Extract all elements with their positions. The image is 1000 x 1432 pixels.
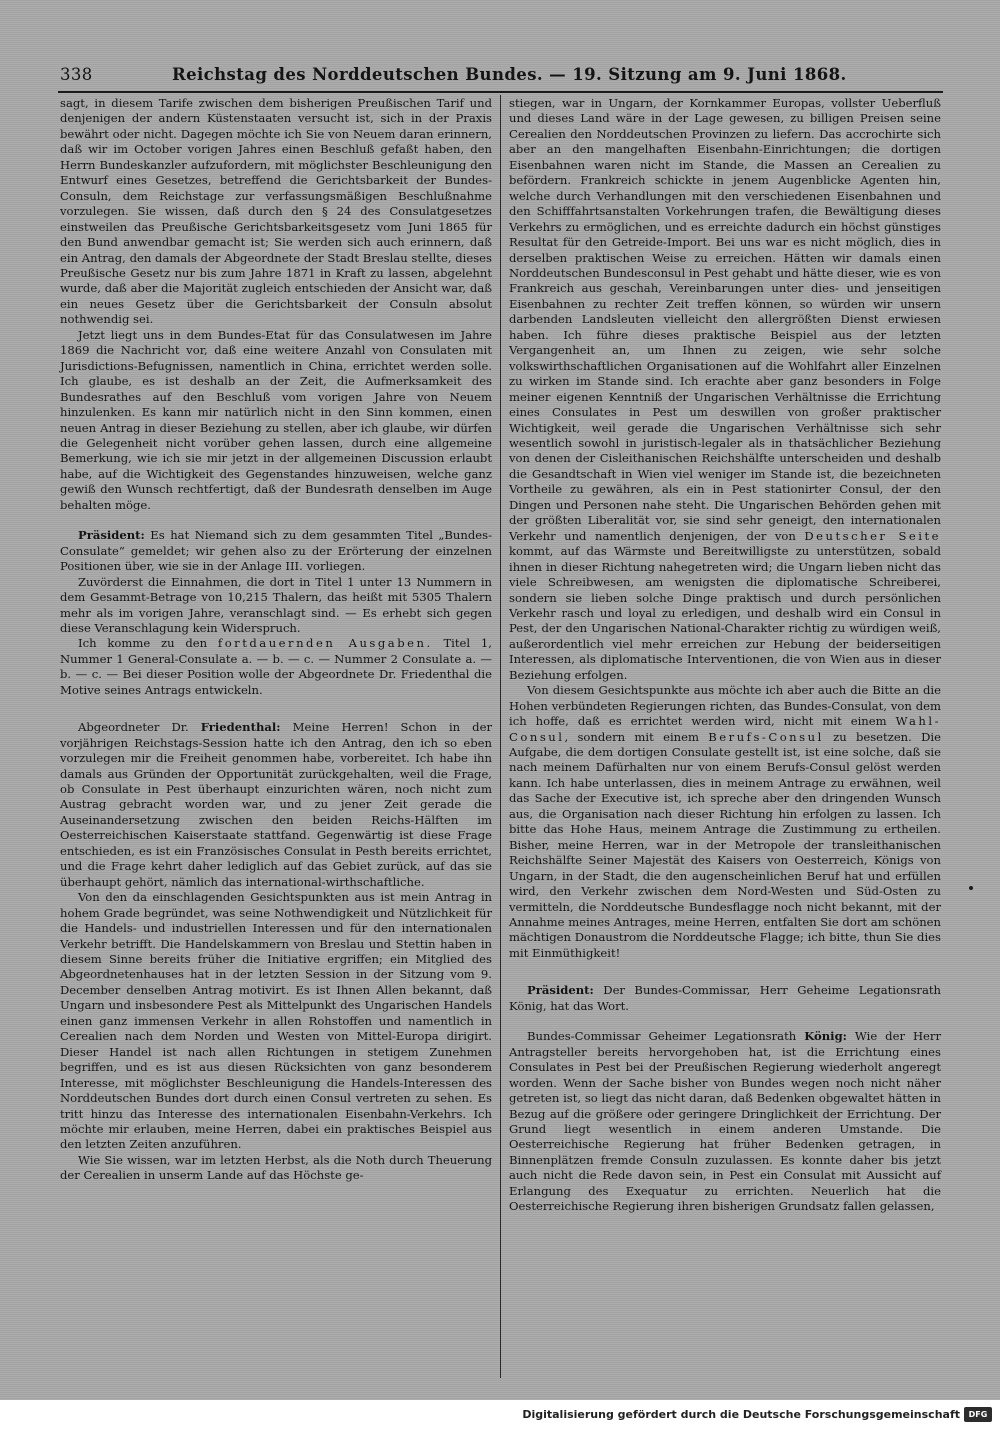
right-column bbox=[509, 96, 941, 1215]
speaker-name: Präsident: bbox=[78, 528, 145, 543]
speech-text: Wie der Herr Antragsteller bereits hervorgehoben hat, ist die Errichtung eines Consulates in Pest bei der Preußischen Regierung wiederholt angeregt worden. Wenn der Sache bisher von Bundes wegen noch nicht näher getreten ist, so liegt das nicht daran, daß Bedenken obgewaltet hätten in Bezug auf die größere oder geringere Dringlichkeit der Errichtung. Der Grund liegt wesentlich in einem anderen Umstande. Die Oesterreichische Regierung hat früher Bedenken getragen, in Binnenplätzen fremde Consuln zuzulassen. Es konnte daher bis jetzt auch nicht die Rede davon sein, in Pest ein Consulat mit Aussicht auf Erlangung des Exequatur zu errichten. Neuerlich hat die Oesterreichische Regierung ihren bisherigen Grundsatz fallen gelassen, bbox=[509, 1029, 942, 1214]
text-run: stiegen, war in Ungarn, der Kornkammer Europas, vollster Ueberfluß und dieses Land wäre in der Lage gewesen, zu billigen Preisen seine Cerealien den Norddeutschen Provinzen zu liefern. Das accrochirte sich aber an den mangelhaften Eisenbahn-Einrichtungen; die dortigen Eisenbahnen waren nicht im Stande, die Massen an Cerealien zu befördern. Frankreich schickte in jenem Augenblicke Agenten hin, welche durch Verhandlungen mit den verschiedenen Eisenbahnen und den Schifffahrtsanstalten Vorkehrungen trafen, die Bewältigung dieses Verkehrs zu ermöglichen, und es erreichte dadurch ein höchst günstiges Resultat für den Getreide-Import. Bei uns war es nicht möglich, dies in derselben praktischen Weise zu erreichen. Hätten wir damals einen Norddeutschen Bundesconsul in Pest gehabt und hätte dieser, wie es von Frankreich aus geschah, Vereinbarungen unter dies- und jenseitigen Eisenbahnen zu rechter Zeit treffen können, so würden wir unsern darbenden Landsleuten vielleicht den allergrößten Dienst erwiesen haben. Ich führe dieses praktische Beispiel aus der letzten Vergangenheit an, um Ihnen zu zeigen, wie sehr solche volkswirthschaftlichen Organisationen auf die Wohlfahrt aller Einzelnen zu wirken im Stande sind. Ich erachte aber ganz besonders in Folge meiner eigenen Kenntniß der Ungarischen Verhältnisse die Errichtung eines Consulates in Pest um deswillen von großer praktischer Wichtigkeit, weil gerade die Ungarischen Verhältnisse sich sehr wesentlich sowohl in juristisch-legaler als in thatsächlicher Beziehung von denen der Cisleithanischen Reichshälfte unterscheiden und deshalb die Gesandtschaft in Wien viel weniger im Stande ist, die bezeichneten Vortheile zu gewähren, als ein in Pest stationirter Consul, der den Dingen und Personen nahe steht. Die Ungarischen Behörden gehen mit der größten Liberalität vor, sie sind sehr geneigt, den internationalen Verkehr und namentlich denjenigen, der von bbox=[509, 96, 941, 543]
text-run: , sondern mit einem bbox=[564, 729, 709, 744]
speaker-name: König: bbox=[804, 1029, 847, 1044]
running-title: Reichstag des Norddeutschen Bundes. — 19. Sitzung am 9. Juni 1868. bbox=[172, 65, 847, 84]
paragraph bbox=[509, 983, 941, 1014]
dfg-logo: DFG bbox=[964, 1407, 992, 1422]
page-number: 338 bbox=[60, 65, 93, 84]
left-column bbox=[60, 96, 492, 1184]
header-rule bbox=[58, 91, 943, 93]
column-divider bbox=[500, 95, 501, 1378]
paragraph bbox=[509, 683, 941, 961]
text-run: kommt, auf das Wärmste und Bereitwilligste zu unterstützen, sobald ihnen in dieser Richtung nahegetreten wird; die Ungarn lieben nicht das viele Schreibwesen, am wenigsten die diplomatische Schreiberei, sondern sie lieben solche Dinge praktisch und durch persönlichen Verkehr rasch und loyal zu erledigen, und deshalb wird ein Consul in Pest, der den Ungarischen National-Charakter richtig zu würdigen weiß, außerordentlich viel mehr erreichen zur Hebung der beiderseitigen Interessen, als diplomatische Interventionen, die von Wien aus in dieser Beziehung erfolgen. bbox=[509, 544, 941, 682]
paragraph bbox=[60, 528, 492, 574]
spaced-text: Berufs-Consul bbox=[708, 729, 824, 744]
footer-bar bbox=[0, 1400, 1000, 1432]
speaker-name: Friedenthal: bbox=[200, 720, 281, 735]
text-run: Titel 1, Nummer 1 General-Consulate a. — b. — c. — Nummer 2 Consulate a. — b. — c. — Bei dieser Position wolle der Abgeordnete Dr. Friedenthal die Motive seines Antrags entwickeln. bbox=[60, 636, 492, 697]
paragraph: Zuvörderst die Einnahmen, die dort in Titel 1 unter 13 Nummern in dem Gesammt-Betrage von 10,215 Thalern, das heißt mit 5305 Thalern mehr als im vorigen Jahre, veranschlagt sind. — Es erhebt sich gegen diese Veranschlagung kein Widerspruch. bbox=[60, 574, 492, 635]
margin-mark bbox=[969, 886, 973, 890]
text-run: Bundes-Commissar Geheimer Legationsrath bbox=[527, 1029, 805, 1044]
text-run: Ich komme zu den bbox=[78, 636, 218, 651]
spaced-text: Wahl-Consul bbox=[509, 714, 941, 744]
funding-credit: Digitalisierung gefördert durch die Deutsche Forschungsgemeinschaft bbox=[522, 1408, 960, 1421]
paragraph: Wie Sie wissen, war im letzten Herbst, als die Noth durch Theuerung der Cerealien in unserm Lande auf das Höchste ge- bbox=[60, 1152, 492, 1183]
paragraph bbox=[60, 636, 492, 698]
paragraph: Jetzt liegt uns in dem Bundes-Etat für das Consulatwesen im Jahre 1869 die Nachricht vor, daß eine weitere Anzahl von Consulaten mit Jurisdictions-Befugnissen, namentlich in China, errichtet werden solle. Ich glaube, es ist deshalb an der Zeit, die Aufmerksamkeit des Bundesrathes auf den Beschluß vom vorigen Jahre von Neuem hinzulenken. Es kann mir natürlich nicht in den Sinn kommen, einen neuen Antrag in dieser Beziehung zu stellen, aber ich glaube, wir dürfen die Gelegenheit nicht vorüber gehen lassen, durch eine allgemeine Bemerkung, wie ich sie mir jetzt in der allgemeinen Discussion erlaubt habe, auf die Wichtigkeit des Gegenstandes hinzuweisen, welche ganz gewiß den Wunsch rechtfertigt, daß der Bundesrath denselben im Auge behalten möge. bbox=[60, 327, 492, 512]
spaced-text: fortdauernden Ausgaben. bbox=[217, 636, 433, 651]
paragraph bbox=[60, 720, 492, 890]
speaker-name: Präsident: bbox=[527, 983, 594, 998]
text-run: Abgeordneter Dr. bbox=[78, 720, 201, 735]
speech-text: Meine Herren! Schon in der vorjährigen Reichstags-Session hatte ich den Antrag, den ich so eben vorzulegen mir die Freiheit genommen habe, vorbereitet. Ich habe ihn damals aus Gründen der Opportunität zurückgehalten, weil die Frage, ob Consulate in Pest überhaupt einzurichten wären, noch nicht zum Austrag gebracht worden war, und zu jener Zeit gerade die Auseinandersetzung zwischen den beiden Reichs-Hälften im Oesterreichischen Kaiserstaate stattfand. Gegenwärtig ist diese Frage entschieden, es ist ein Französisches Consulat in Pesth bereits errichtet, und die Frage kehrt daher lediglich auf das Gebiet zurück, auf das sie überhaupt gehört, nämlich das international-wirthschaftliche. bbox=[60, 720, 492, 889]
paragraph bbox=[509, 96, 941, 683]
page-header bbox=[58, 64, 943, 86]
speech-text: Es hat Niemand sich zu dem gesammten Titel „Bundes-Consulate“ gemeldet; wir gehen also zu der Erörterung der einzelnen Positionen über, wie sie in der Anlage III. vorliegen. bbox=[60, 528, 492, 574]
text-run: Von diesem Gesichtspunkte aus möchte ich aber auch die Bitte an die Hohen verbündeten Regierungen richten, das Bundes-Consulat, von dem ich hoffe, daß es errichtet werden wird, nicht mit einem bbox=[509, 683, 941, 729]
spaced-text: Deutscher Seite bbox=[804, 528, 942, 543]
speech-text: Der Bundes-Commissar, Herr Geheime Legationsrath König, hat das Wort. bbox=[509, 983, 941, 1013]
paragraph: Von den da einschlagenden Gesichtspunkten aus ist mein Antrag in hohem Grade begründet, was seine Nothwendigkeit und Nützlichkeit für die Handels- und industriellen Interessen und für den internationalen Verkehr betrifft. Die Handelskammern von Breslau und Stettin haben in diesem Sinne bereits früher die Initiative ergriffen; ein Mitglied des Abgeordnetenhauses hat in der letzten Session in der Sitzung vom 9. December denselben Antrag motivirt. Es ist Ihnen Allen bekannt, daß Ungarn und insbesondere Pest als Mittelpunkt des Ungarischen Handels einen ganz immensen Verkehr in allen Rohstoffen und namentlich in Cerealien nach dem Norden und Westen von Mittel-Europa dirigirt. Dieser Handel ist nach allen Richtungen in stetigem Zunehmen begriffen, und es ist aus diesen Rücksichten von ganz besonderem Interesse, mit möglichster Beschleunigung die Handels-Interessen des Norddeutschen Bundes dort durch einen Consul vertreten zu sehen. Es tritt hinzu das Interesse des internationalen Eisenbahn-Verkehrs. Ich möchte mir erlauben, meine Herren, dabei ein praktisches Beispiel aus den letzten Zeiten anzuführen. bbox=[60, 890, 492, 1152]
paragraph bbox=[509, 1029, 941, 1214]
paragraph: sagt, in diesem Tarife zwischen dem bisherigen Preußischen Tarif und denjenigen der andern Küstenstaaten versucht ist, sich in der Praxis bewährt oder nicht. Dagegen möchte ich Sie von Neuem daran erinnern, daß wir im October vorigen Jahres einen Beschluß gefaßt haben, den Herrn Bundeskanzler aufzufordern, mit möglichster Beschleunigung den Entwurf eines Gesetzes, betreffend die Gerichtsbarkeit der Bundes-Consuln, dem Reichstage zur verfassungsmäßigen Beschlußnahme vorzulegen. Sie wissen, daß durch den § 24 des Consulatgesetzes einstweilen das Preußische Gerichtsbarkeitsgesetz vom Juni 1865 für den Bund anwendbar gemacht ist; Sie werden sich auch erinnern, daß ein Antrag, den damals der Abgeordnete der Stadt Breslau stellte, dieses Preußische Gesetz nur bis zum Jahre 1871 in Kraft zu lassen, abgelehnt wurde, daß aber die Majorität zugleich entschieden der Ansicht war, daß ein neues Gesetz über die Gerichtsbarkeit der Consuln absolut nothwendig sei. bbox=[60, 96, 492, 327]
text-run: zu besetzen. Die Aufgabe, die dem dortigen Consulate gestellt ist, ist eine solche, daß sie nach meinem Dafürhalten nur von einem Berufs-Consul gelöst werden kann. Ich habe unterlassen, dies in meinem Antrage zu erwähnen, weil das Sache der Executive ist, ich spreche aber den dringenden Wunsch aus, die Organisation nach dieser Richtung hin erfolgen zu lassen. Ich bitte das Hohe Haus, meinem Antrage die Zustimmung zu ertheilen. Bisher, meine Herren, war in der Metropole der transleithanischen Reichshälfte Seiner Majestät des Kaisers von Oesterreich, Königs von Ungarn, in der Stadt, die den augenscheinlichen Beruf hat und erfüllen wird, den Verkehr zwischen dem Nord-Westen und Süd-Osten zu vermitteln, die Norddeutsche Bundesflagge noch nicht bekannt, mit der Annahme meines Antrages, meine Herren, entfalten Sie dort am schönen mächtigen Donaustrom die Norddeutsche Flagge; ich bitte, thun Sie dies mit Einmüthigkeit! bbox=[509, 729, 941, 960]
